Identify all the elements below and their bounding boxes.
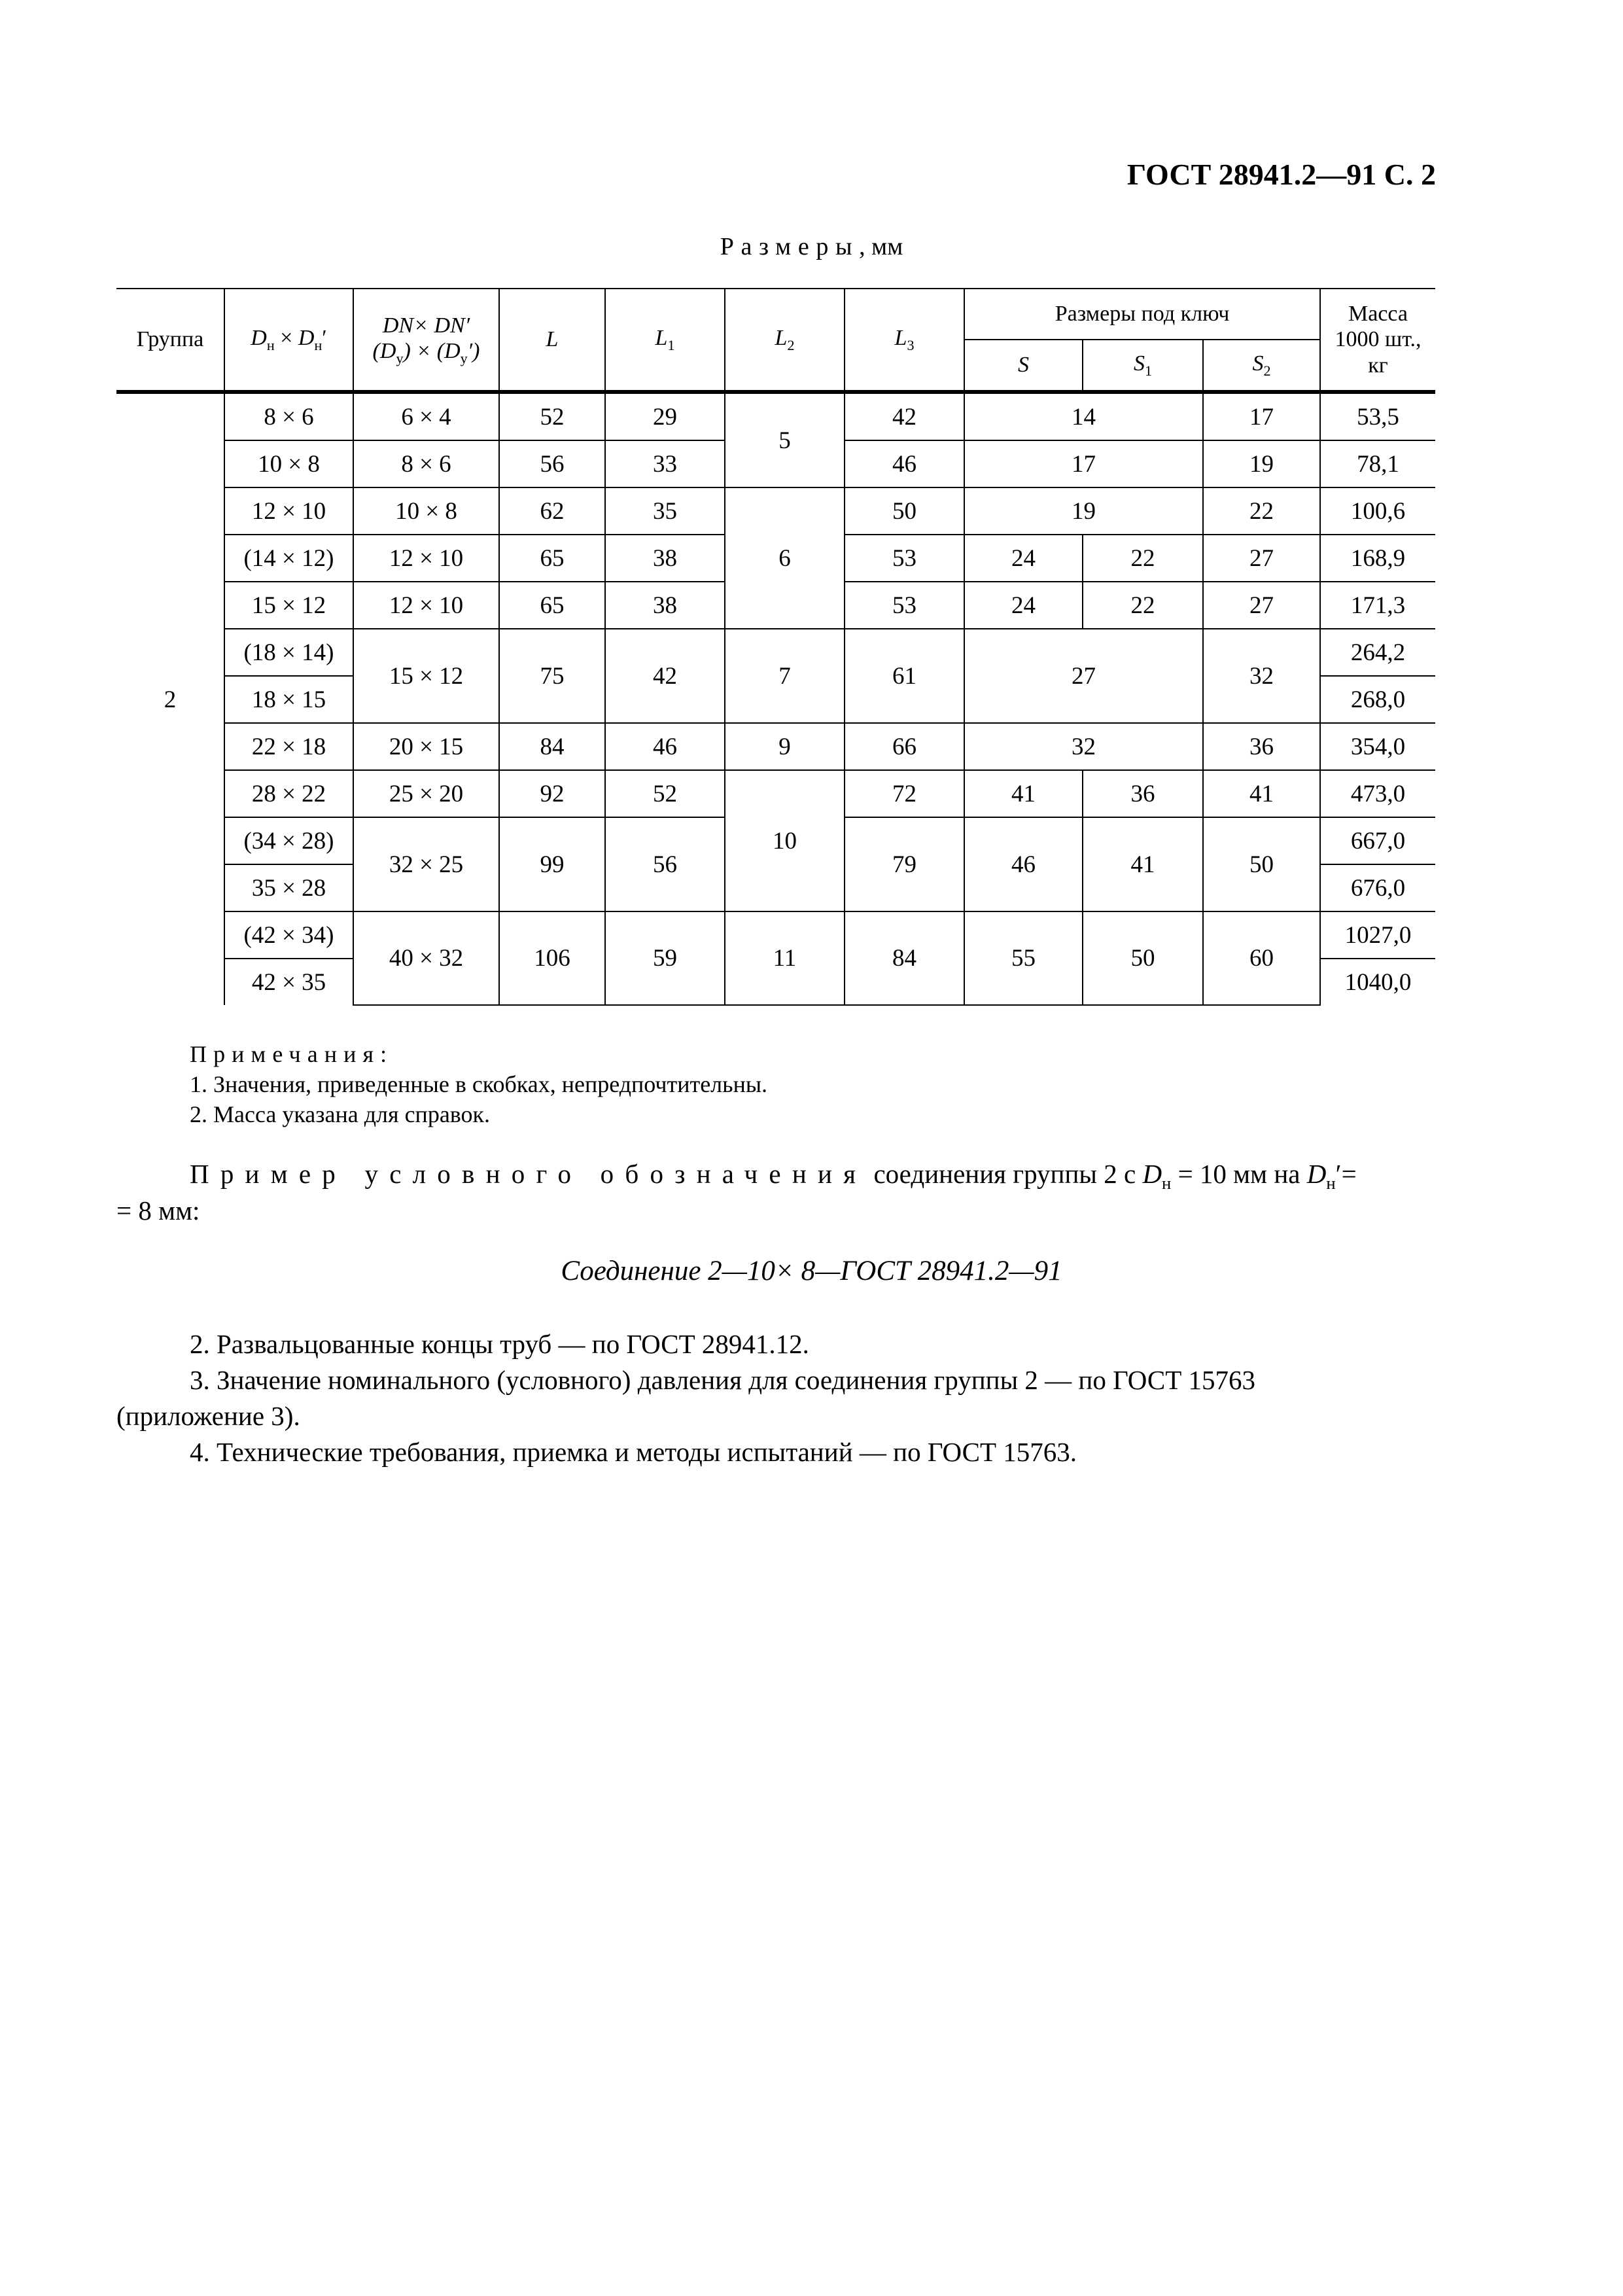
table-row (116, 629, 1435, 676)
cell-L3: 42 (845, 392, 964, 440)
cell-S2: 41 (1203, 770, 1320, 817)
cell-L: 65 (499, 535, 605, 582)
example-designation: Соединение 2—10× 8—ГОСТ 28941.2—91 (561, 1256, 1062, 1286)
cell-mass: 1027,0 (1320, 911, 1435, 959)
caption-label: Размеры (720, 233, 860, 260)
cell-L1: 29 (605, 392, 725, 440)
cell-S1: 50 (1083, 911, 1203, 1005)
table-caption (0, 232, 1623, 261)
group-cell: 2 (116, 392, 224, 1005)
table-row (116, 487, 1435, 535)
cell-L2: 5 (725, 392, 845, 487)
paragraph-3-cont: (приложение 3). (116, 1401, 300, 1431)
example-dn: D (1142, 1159, 1162, 1189)
cell-L3: 72 (845, 770, 964, 817)
cell-mass: 100,6 (1320, 487, 1435, 535)
dimensions-table (116, 288, 1435, 1006)
cell-d: (18 × 14) (224, 629, 353, 676)
paragraph-4: 4. Технические требования, приемка и методы испытаний — по ГОСТ 15763. (190, 1437, 1077, 1467)
header-L2: $L_2$ (725, 289, 845, 392)
cell-L: 99 (499, 817, 605, 911)
cell-dn: 12 × 10 (353, 535, 499, 582)
example-lead: Пример условного обозначения (190, 1159, 867, 1189)
cell-mass: 78,1 (1320, 440, 1435, 487)
cell-L1: 38 (605, 582, 725, 629)
header-nominal: DN× DN′ $(D_у) \times (D_у')$ (353, 289, 499, 392)
running-header: ГОСТ 28941.2—91 С. 2 (1126, 158, 1436, 191)
example-text: ′= (1335, 1159, 1357, 1189)
cell-d: 10 × 8 (224, 440, 353, 487)
paragraph-2: 2. Развальцованные концы труб — по ГОСТ 28941.12. (190, 1329, 809, 1359)
cell-L3: 46 (845, 440, 964, 487)
cell-L2: 7 (725, 629, 845, 723)
header-L1: $L_1$ (605, 289, 725, 392)
cell-L1: 33 (605, 440, 725, 487)
cell-L: 75 (499, 629, 605, 723)
cell-S2: 27 (1203, 535, 1320, 582)
cell-L1: 42 (605, 629, 725, 723)
cell-S: 24 (964, 535, 1083, 582)
note-2: 2. Масса указана для справок. (190, 1101, 491, 1127)
cell-S: 32 (964, 723, 1203, 770)
cell-S: 41 (964, 770, 1083, 817)
cell-L: 52 (499, 392, 605, 440)
note-1: 1. Значения, приведенные в скобках, непредпочтительны. (190, 1071, 768, 1097)
cell-dn: 25 × 20 (353, 770, 499, 817)
cell-L1: 52 (605, 770, 725, 817)
cell-dn: 15 × 12 (353, 629, 499, 723)
cell-L3: 53 (845, 582, 964, 629)
cell-L: 56 (499, 440, 605, 487)
cell-S: 27 (964, 629, 1203, 723)
cell-S2: 36 (1203, 723, 1320, 770)
cell-S2: 27 (1203, 582, 1320, 629)
cell-dn: 12 × 10 (353, 582, 499, 629)
cell-S: 24 (964, 582, 1083, 629)
cell-mass: 676,0 (1320, 864, 1435, 911)
cell-dn: 6 × 4 (353, 392, 499, 440)
cell-L: 84 (499, 723, 605, 770)
cell-mass: 168,9 (1320, 535, 1435, 582)
cell-dn: 40 × 32 (353, 911, 499, 1005)
cell-mass: 268,0 (1320, 676, 1435, 723)
cell-d: 42 × 35 (224, 959, 353, 1005)
cell-S2: 60 (1203, 911, 1320, 1005)
cell-S2: 32 (1203, 629, 1320, 723)
table-row (116, 911, 1435, 959)
cell-mass: 473,0 (1320, 770, 1435, 817)
cell-S: 55 (964, 911, 1083, 1005)
cell-d: (42 × 34) (224, 911, 353, 959)
cell-S1: 36 (1083, 770, 1203, 817)
cell-L: 92 (499, 770, 605, 817)
table-row (116, 723, 1435, 770)
cell-d: 15 × 12 (224, 582, 353, 629)
cell-S1: 41 (1083, 817, 1203, 911)
header-L: L (499, 289, 605, 392)
header-L3: $L_3$ (845, 289, 964, 392)
cell-L1: 46 (605, 723, 725, 770)
header-wrench: Размеры под ключ (964, 289, 1320, 340)
cell-mass: 354,0 (1320, 723, 1435, 770)
cell-S1: 22 (1083, 535, 1203, 582)
cell-d: 18 × 15 (224, 676, 353, 723)
cell-S1: 22 (1083, 582, 1203, 629)
cell-d: 35 × 28 (224, 864, 353, 911)
example-dn2-sub: н (1326, 1173, 1336, 1193)
example-text: соединения группы 2 с (867, 1159, 1143, 1189)
cell-L3: 50 (845, 487, 964, 535)
cell-L1: 56 (605, 817, 725, 911)
header-S1: $S_1$ (1083, 340, 1203, 392)
cell-d: (34 × 28) (224, 817, 353, 864)
cell-S: 17 (964, 440, 1203, 487)
cell-mass: 1040,0 (1320, 959, 1435, 1005)
cell-L1: 35 (605, 487, 725, 535)
cell-dn: 32 × 25 (353, 817, 499, 911)
cell-S: 14 (964, 392, 1203, 440)
table-row (116, 392, 1435, 440)
cell-L3: 79 (845, 817, 964, 911)
cell-mass: 53,5 (1320, 392, 1435, 440)
cell-mass: 667,0 (1320, 817, 1435, 864)
cell-S: 19 (964, 487, 1203, 535)
cell-d: 22 × 18 (224, 723, 353, 770)
cell-d: (14 × 12) (224, 535, 353, 582)
example-dn-sub: н (1162, 1173, 1172, 1193)
cell-L3: 66 (845, 723, 964, 770)
caption-unit: , мм (859, 233, 903, 260)
table-row (116, 770, 1435, 817)
cell-L2: 9 (725, 723, 845, 770)
cell-L3: 53 (845, 535, 964, 582)
notes (190, 1039, 767, 1129)
cell-S2: 17 (1203, 392, 1320, 440)
header-S: S (964, 340, 1083, 392)
cell-d: 28 × 22 (224, 770, 353, 817)
cell-L: 62 (499, 487, 605, 535)
cell-d: 12 × 10 (224, 487, 353, 535)
cell-L: 65 (499, 582, 605, 629)
cell-S2: 19 (1203, 440, 1320, 487)
example-text: = 10 мм на (1171, 1159, 1307, 1189)
cell-S: 46 (964, 817, 1083, 911)
cell-L2: 6 (725, 487, 845, 629)
cell-d: 8 × 6 (224, 392, 353, 440)
example-dn2: D (1306, 1159, 1327, 1189)
header-dn: $D_н \times D_н'$ (224, 289, 353, 392)
cell-mass: 171,3 (1320, 582, 1435, 629)
cell-L3: 61 (845, 629, 964, 723)
cell-dn: 10 × 8 (353, 487, 499, 535)
cell-L2: 10 (725, 770, 845, 911)
notes-title: Примечания: (190, 1041, 394, 1067)
cell-L3: 84 (845, 911, 964, 1005)
cell-mass: 264,2 (1320, 629, 1435, 676)
cell-L: 106 (499, 911, 605, 1005)
header-mass: Масса 1000 шт., кг (1320, 289, 1435, 392)
cell-L1: 38 (605, 535, 725, 582)
cell-S2: 22 (1203, 487, 1320, 535)
cell-L2: 11 (725, 911, 845, 1005)
cell-L1: 59 (605, 911, 725, 1005)
header-S2: $S_2$ (1203, 340, 1320, 392)
cell-S2: 50 (1203, 817, 1320, 911)
cell-dn: 8 × 6 (353, 440, 499, 487)
example-continuation: = 8 мм: (116, 1195, 200, 1226)
header-group: Группа (116, 289, 224, 392)
paragraph-3: 3. Значение номинального (условного) давления для соединения группы 2 — по ГОСТ 15763 (190, 1365, 1256, 1395)
example-paragraph (190, 1158, 1436, 1193)
cell-dn: 20 × 15 (353, 723, 499, 770)
